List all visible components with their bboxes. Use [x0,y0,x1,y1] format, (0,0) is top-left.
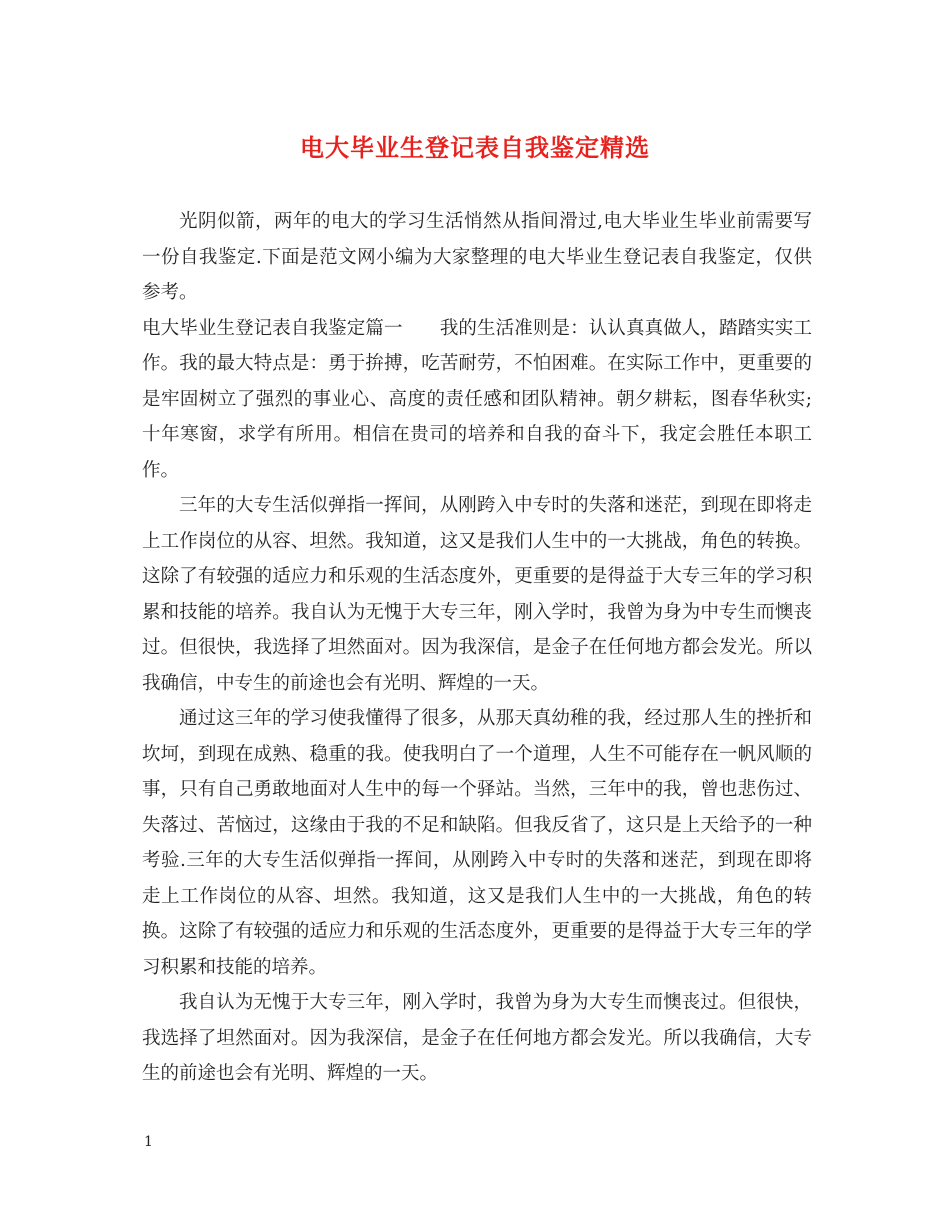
paragraph: 电大毕业生登记表自我鉴定篇一 我的生活准则是：认认真真做人，踏踏实实工作。我的最大特点是：勇于拚搏，吃苦耐劳，不怕困难。在实际工作中，更重要的是牢固树立了强烈的事业心、高度的责任感和团队精神。朝夕耕耘，图春华秋实;十年寒窗，求学有所用。相信在贵司的培养和自我的奋斗下，我定会胜任本职工作。 [142,317,812,481]
document-body [142,204,812,1092]
paragraph: 通过这三年的学习使我懂得了很多，从那天真幼稚的我，经过那人生的挫折和坎坷，到现在成熟、稳重的我。使我明白了一个道理，人生不可能存在一帆风顺的事，只有自己勇敢地面对人生中的每一个驿站。当然，三年中的我，曾也悲伤过、失落过、苦恼过，这缘由于我的不足和缺陷。但我反省了，这只是上天给予的一种考验.三年的大专生活似弹指一挥间，从刚跨入中专时的失落和迷茫，到现在即将走上工作岗位的从容、坦然。我知道，这又是我们人生中的一大挑战，角色的转换。这除了有较强的适应力和乐观的生活态度外，更重要的是得益于大专三年的学习积累和技能的培养。 [142,708,812,978]
paragraph: 我自认为无愧于大专三年，刚入学时，我曾为身为大专生而懊丧过。但很快，我选择了坦然面对。因为我深信，是金子在任何地方都会发光。所以我确信，大专生的前途也会有光明、辉煌的一天。 [142,992,812,1084]
page-number: 1 [144,1134,153,1150]
paragraph: 光阴似箭，两年的电大的学习生活悄然从指间滑过,电大毕业生毕业前需要写一份自我鉴定.下面是范文网小编为大家整理的电大毕业生登记表自我鉴定，仅供参考。 [142,211,812,303]
document-title: 电大毕业生登记表自我鉴定精选 [300,133,650,162]
paragraph: 三年的大专生活似弹指一挥间，从刚跨入中专时的失落和迷茫，到现在即将走上工作岗位的从容、坦然。我知道，这又是我们人生中的一大挑战，角色的转换。这除了有较强的适应力和乐观的生活态度外，更重要的是得益于大专三年的学习积累和技能的培养。我自认为无愧于大专三年，刚入学时，我曾为身为中专生而懊丧过。但很快，我选择了坦然面对。因为我深信，是金子在任何地方都会发光。所以我确信，中专生的前途也会有光明、辉煌的一天。 [142,495,812,694]
